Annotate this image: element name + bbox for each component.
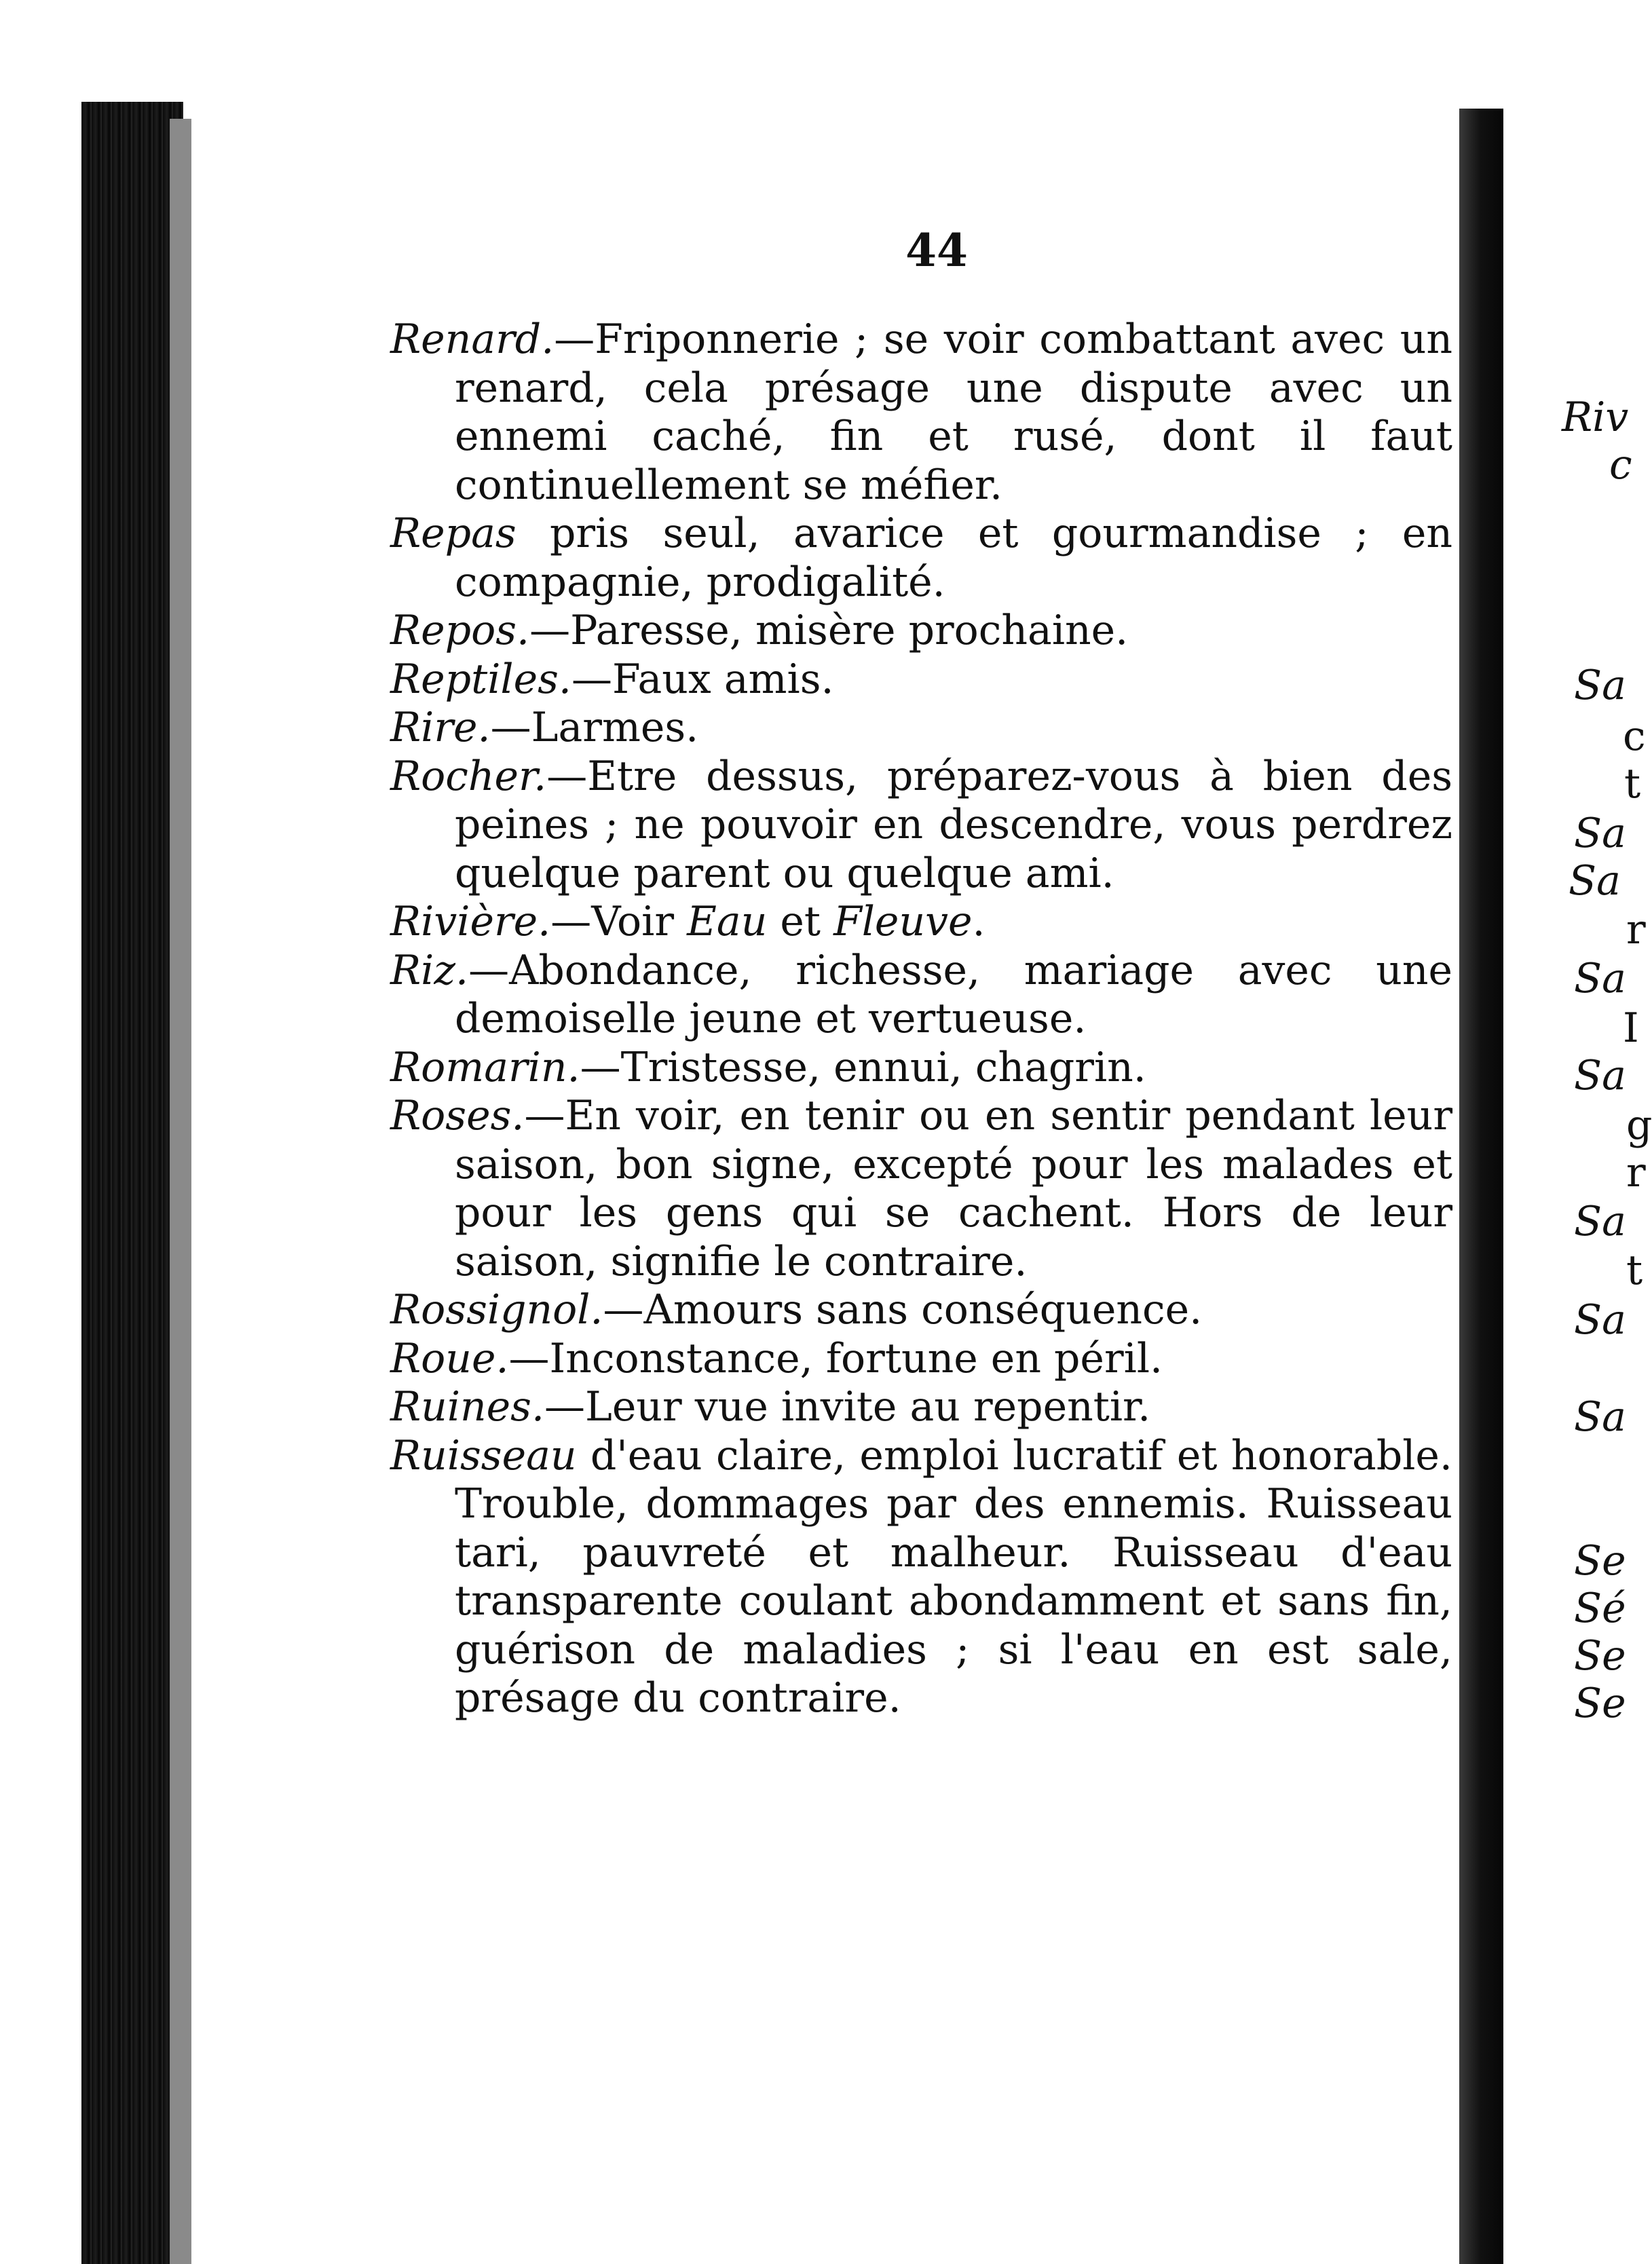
facing-fragment: t bbox=[1626, 1247, 1643, 1294]
entry-term: Reptiles. bbox=[390, 655, 571, 703]
entry-definition: —Faux amis. bbox=[571, 655, 834, 703]
entry-term: Rire. bbox=[390, 704, 491, 751]
dictionary-entries bbox=[390, 316, 1452, 1723]
entry-term: Rossignol. bbox=[390, 1286, 603, 1334]
entry-ruisseau bbox=[390, 1432, 1452, 1723]
entry-roue bbox=[390, 1335, 1452, 1384]
entry-definition: —Voir bbox=[550, 898, 688, 945]
entry-rire bbox=[390, 704, 1452, 753]
entry-term: Riz. bbox=[390, 946, 469, 994]
entry-definition: —Etre dessus, préparez-vous à bien des peines ; ne pouvoir en descendre, vous perdrez quelque parent ou quelque ami. bbox=[455, 752, 1452, 897]
book-left-edge-shadow bbox=[170, 119, 191, 2264]
facing-fragment: Sa bbox=[1569, 857, 1621, 905]
entry-riz bbox=[390, 947, 1452, 1044]
scan-top-margin bbox=[0, 0, 1649, 102]
entry-roses bbox=[390, 1092, 1452, 1286]
facing-fragment: c bbox=[1609, 441, 1632, 489]
entry-definition: —Abondance, richesse, mariage avec une demoiselle jeune et vertueuse. bbox=[455, 946, 1452, 1042]
entry-definition: . bbox=[972, 898, 985, 945]
entry-term: Rocher. bbox=[390, 752, 547, 800]
facing-page-fragment bbox=[1521, 109, 1652, 2264]
facing-fragment: Se bbox=[1574, 1537, 1626, 1585]
book-left-edge bbox=[81, 102, 183, 2264]
entry-term: Ruisseau bbox=[390, 1431, 577, 1479]
facing-fragment: Sa bbox=[1574, 1198, 1626, 1245]
entry-definition: —Inconstance, fortune en péril. bbox=[508, 1334, 1163, 1382]
facing-fragment: Sa bbox=[1574, 662, 1626, 709]
facing-fragment: Sa bbox=[1574, 955, 1626, 1002]
entry-definition: —Larmes. bbox=[490, 704, 699, 751]
facing-fragment: Riv bbox=[1562, 394, 1629, 441]
book-gutter bbox=[1459, 109, 1507, 2264]
entry-term: Repas bbox=[390, 510, 517, 557]
facing-fragment: Sa bbox=[1574, 810, 1626, 857]
entry-rossignol bbox=[390, 1286, 1452, 1335]
entry-term: Renard. bbox=[390, 316, 555, 363]
facing-fragment: Se bbox=[1574, 1680, 1626, 1727]
entry-definition: —Paresse, misère prochaine. bbox=[529, 607, 1129, 654]
facing-fragment: Sa bbox=[1574, 1296, 1626, 1344]
entry-ruines bbox=[390, 1383, 1452, 1432]
entry-term: Repos. bbox=[390, 607, 530, 654]
entry-definition: —Friponnerie ; se voir combattant avec un renard, cela présage une dispute avec un ennemi caché, fin et rusé, dont il faut continuellement se méfier. bbox=[455, 316, 1452, 509]
entry-riviere bbox=[390, 898, 1452, 947]
facing-fragment: Se bbox=[1574, 1632, 1626, 1680]
facing-fragment: r bbox=[1626, 906, 1646, 954]
entry-definition: —Amours sans conséquence. bbox=[603, 1286, 1203, 1334]
entry-reference: Fleuve bbox=[833, 898, 973, 945]
entry-definition: —En voir, en tenir ou en sentir pendant leur saison, bon signe, excepté pour les malades et pour les gens qui se cachent. Hors de leur saison, signifie le contraire. bbox=[455, 1092, 1452, 1285]
entry-term: Romarin. bbox=[390, 1043, 580, 1091]
entry-romarin bbox=[390, 1044, 1452, 1093]
entry-renard bbox=[390, 316, 1452, 510]
entry-term: Ruines. bbox=[390, 1383, 545, 1431]
facing-fragment: Sa bbox=[1574, 1052, 1626, 1099]
entry-definition: pris seul, avarice et gourmandise ; en compagnie, prodigalité. bbox=[455, 510, 1452, 606]
entry-rocher bbox=[390, 753, 1452, 899]
book-gutter-highlight bbox=[1503, 109, 1521, 2264]
page-number: 44 bbox=[905, 224, 968, 277]
facing-fragment: Sé bbox=[1574, 1585, 1626, 1632]
entry-repos bbox=[390, 607, 1452, 656]
entry-definition: —Leur vue invite au repentir. bbox=[544, 1383, 1151, 1431]
entry-definition: —Tristesse, ennui, chagrin. bbox=[580, 1043, 1146, 1091]
facing-fragment: t bbox=[1624, 760, 1641, 808]
entry-repas bbox=[390, 510, 1452, 607]
entry-reptiles bbox=[390, 656, 1452, 704]
facing-fragment: r bbox=[1626, 1149, 1646, 1196]
entry-reference: Eau bbox=[687, 898, 768, 945]
entry-term: Rivière. bbox=[390, 898, 551, 945]
facing-fragment: I bbox=[1623, 1004, 1639, 1052]
entry-definition: et bbox=[767, 898, 834, 945]
entry-definition: d'eau claire, emploi lucratif et honorable. Trouble, dommages par des ennemis. Ruisseau tari, pauvreté et malheur. Ruisseau d'eau transparente coulant abondamment et sans fin, guérison de maladies ; si l'eau en est sale, présage du contraire. bbox=[455, 1431, 1452, 1722]
facing-fragment: g bbox=[1626, 1101, 1652, 1149]
entry-term: Roue. bbox=[390, 1334, 509, 1382]
facing-fragment: Sa bbox=[1574, 1393, 1626, 1441]
entry-term: Roses. bbox=[390, 1092, 525, 1139]
facing-fragment: c bbox=[1623, 713, 1646, 760]
